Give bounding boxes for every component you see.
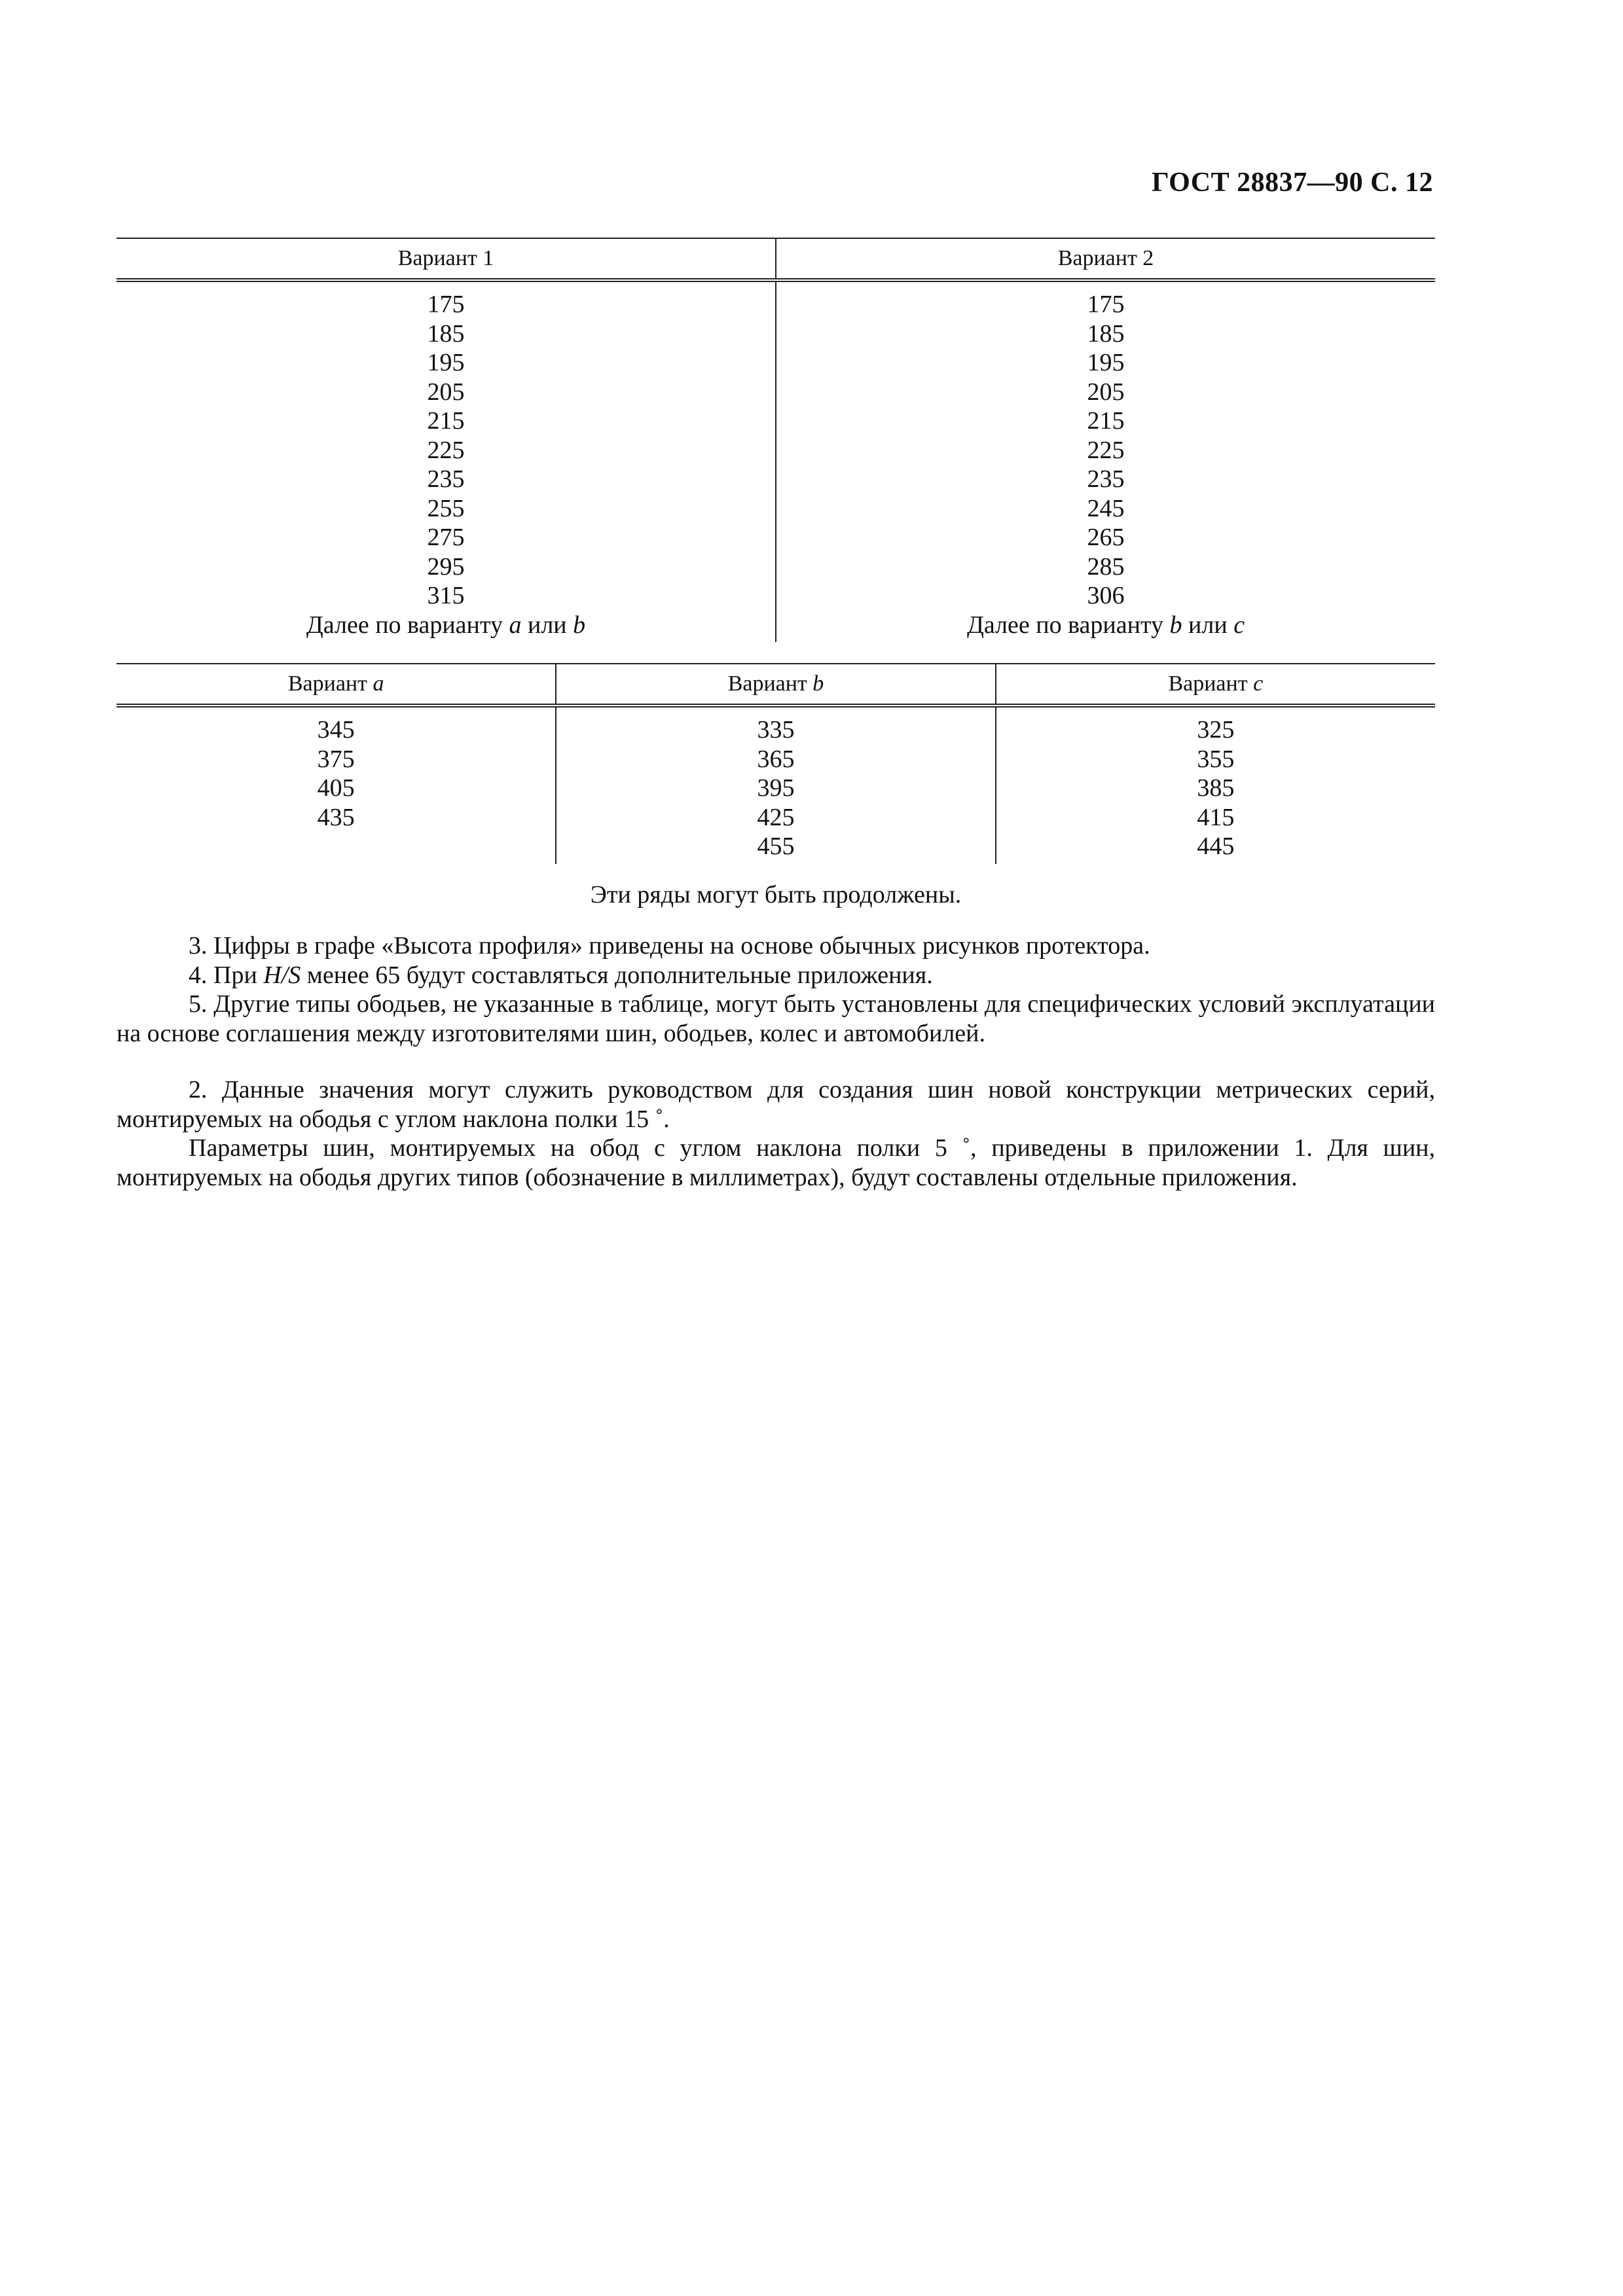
column-header-variant-2: Вариант 2 [776,238,1435,280]
table-value: 205 [1087,378,1125,406]
column-header-variant-c: Вариант c [996,664,1435,706]
table-notes [117,931,1435,1048]
table-value: 455 [757,833,795,860]
table-value: 235 [427,465,465,493]
paragraph-parameters: Параметры шин, монтируемых на обод с углом наклона полки 5 ˚, приведены в приложении 1. Для шин, монтируемых на ободья других типов (обозначение в миллиметрах), будут составлены отдельные приложения. [117,1134,1435,1191]
table-value: 385 [1197,774,1235,802]
table-value: 395 [757,774,795,802]
column-header-variant-1: Вариант 1 [117,238,776,280]
table-value: 275 [427,524,465,551]
table-value: 315 [427,582,465,609]
table-value: 325 [1197,716,1235,744]
variant-2-cell [776,280,1435,642]
variant-1-footer: Далее по варианту a или b [306,611,586,639]
variant-2-footer: Далее по варианту b или c [966,611,1245,639]
table-value: 375 [317,745,355,773]
table-value: 345 [317,716,355,744]
variant-table-1 [117,238,1435,642]
variant-a-cell [117,706,556,864]
variant-c-values [996,715,1435,861]
variant-a-values [117,715,555,832]
table-value: 215 [1087,407,1125,435]
table-value: 205 [427,378,465,406]
variant-1-cell [117,280,776,642]
table-value: 255 [427,494,465,522]
table-value: 295 [427,552,465,581]
table-value: 435 [317,803,355,831]
variant-b-cell [556,706,995,864]
note-3: 3. Цифры в графе «Высота профиля» приведены на основе обычных рисунков протектора. [189,932,1150,960]
note-4: 4. При H/S менее 65 будут составляться дополнительные приложения. [189,961,933,989]
table-value: 185 [1087,319,1125,348]
table-value: 365 [757,745,795,773]
table-value: 235 [1087,465,1125,493]
variant-2-values [776,290,1435,611]
variant-b-values [556,715,994,861]
table-value: 285 [1087,552,1125,581]
table-value: 185 [427,319,465,348]
note-5: 5. Другие типы ободьев, не указанные в таблице, могут быть установлены для специфических условий эксплуатации на основе соглашения между изготовителями шин, ободьев, колес и автомобилей. [117,990,1435,1047]
table-value: 175 [1087,291,1125,318]
table-value: 195 [427,349,465,376]
table-value: 355 [1197,745,1235,773]
variant-c-cell [996,706,1435,864]
table-value: 215 [427,407,465,435]
table-value: 306 [1087,582,1125,609]
body-text [117,1075,1435,1192]
variant-table-2 [117,663,1435,864]
table-value: 245 [1087,494,1125,522]
table-value: 225 [1087,436,1125,464]
table-value: 405 [317,774,355,802]
table-value: 335 [757,716,795,744]
table-value: 265 [1087,524,1125,551]
table-value: 175 [427,291,465,318]
paragraph-2: 2. Данные значения могут служить руководством для создания шин новой конструкции метрических серий, монтируемых на ободья с углом наклона полки 15 ˚. [117,1076,1435,1133]
table-value: 225 [427,436,465,464]
column-header-variant-a: Вариант a [117,664,556,706]
table-value: 425 [757,803,795,831]
series-continuation-note: Эти ряды могут быть продолжены. [590,881,962,908]
page-header: ГОСТ 28837—90 С. 12 [1151,168,1433,198]
variant-1-values [117,290,775,611]
table-value: 415 [1197,803,1235,831]
column-header-variant-b: Вариант b [556,664,995,706]
table-value: 445 [1197,833,1235,860]
table-value: 195 [1087,349,1125,376]
